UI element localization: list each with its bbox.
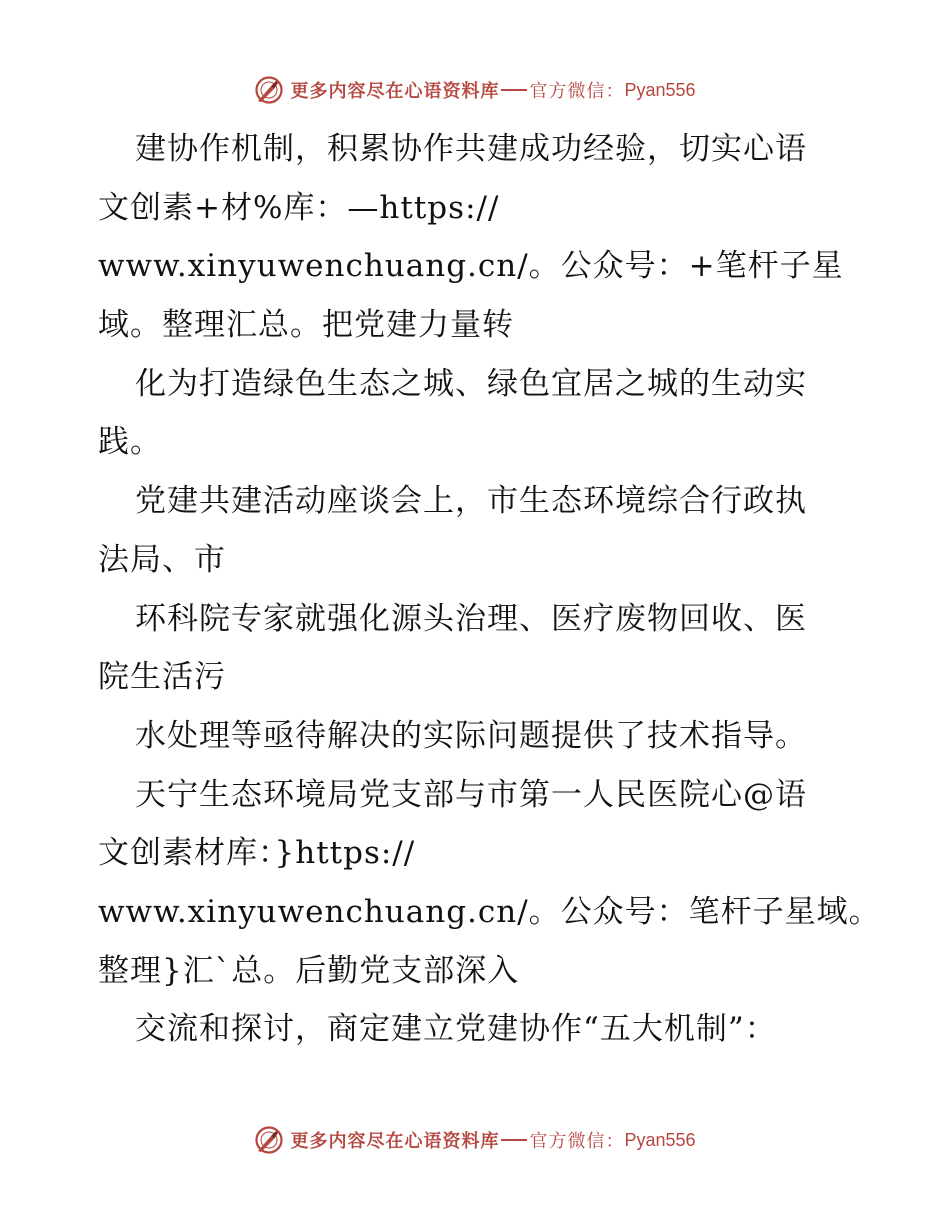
pen-logo-icon xyxy=(254,75,284,105)
text-line: 文创素材库：}https:// xyxy=(98,835,416,872)
header-dash xyxy=(501,89,527,91)
text-line: www.xinyuwenchuang.cn/。公众号：+笔杆子星 xyxy=(98,248,844,285)
text-line: 法局、市 xyxy=(98,541,226,578)
text-line: 化为打造绿色生态之城、绿色宜居之城的生动实 xyxy=(135,365,807,402)
text-line: 域。整理汇总。把党建力量转 xyxy=(98,307,514,344)
text-line: 党建共建活动座谈会上，市生态环境综合行政执 xyxy=(135,483,807,520)
pen-logo-icon xyxy=(254,1125,284,1155)
text-line: 交流和探讨，商定建立党建协作“五大机制”： xyxy=(135,1011,777,1048)
document-body xyxy=(98,120,881,1059)
footer-banner xyxy=(0,1120,950,1160)
footer-brand-text: 更多内容尽在心语资料库 xyxy=(290,1131,500,1152)
text-line: 环科院专家就强化源头治理、医疗废物回收、医 xyxy=(135,600,807,637)
text-line: www.xinyuwenchuang.cn/。公众号：笔杆子星域。 xyxy=(98,893,881,930)
header-banner xyxy=(0,70,950,110)
header-official-label: 官方微信： xyxy=(529,81,625,102)
footer-official-label: 官方微信： xyxy=(529,1131,625,1152)
text-line: 院生活污 xyxy=(98,659,226,696)
text-line: 文创素+材%库：—https:// xyxy=(98,189,500,226)
text-line: 天宁生态环境局党支部与市第一人民医院心@语 xyxy=(135,776,807,813)
text-line: 建协作机制，积累协作共建成功经验，切实心语 xyxy=(135,131,807,167)
text-line: 践。 xyxy=(98,424,162,461)
header-wechat-id: Pyan556 xyxy=(624,79,696,100)
text-line: 水处理等亟待解决的实际问题提供了技术指导。 xyxy=(135,717,807,754)
text-line: 整理}汇`总。后勤党支部深入 xyxy=(98,952,520,989)
footer-wechat-id: Pyan556 xyxy=(624,1129,696,1150)
footer-dash xyxy=(501,1139,527,1141)
header-brand-text: 更多内容尽在心语资料库 xyxy=(290,81,500,102)
